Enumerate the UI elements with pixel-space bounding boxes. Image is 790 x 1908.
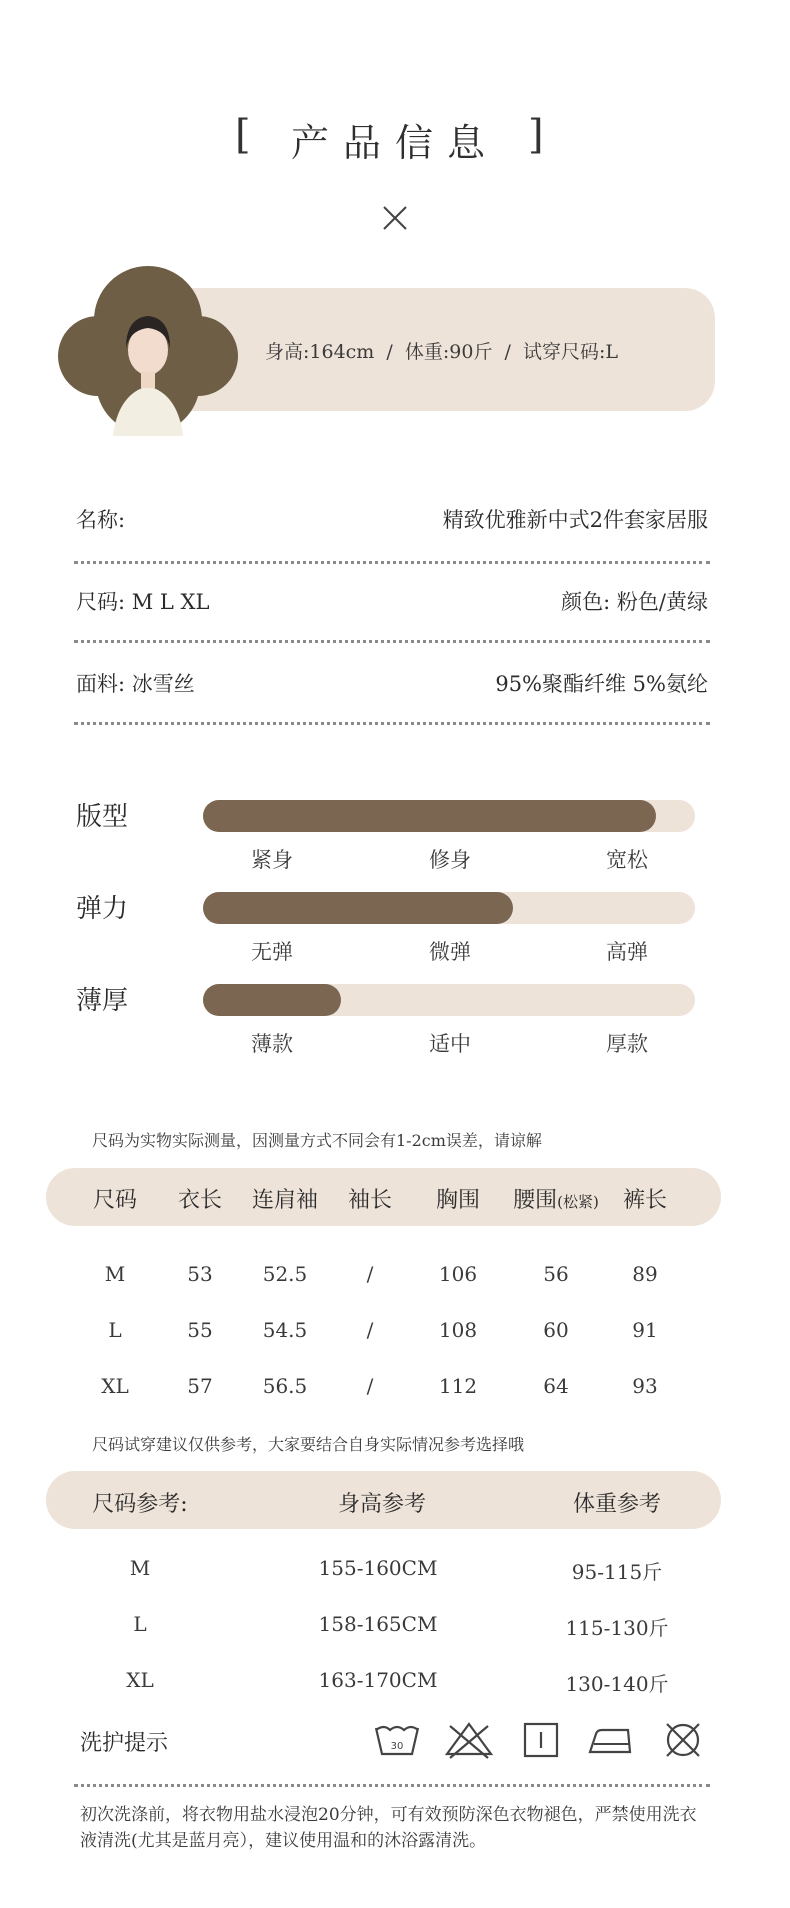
reference-table-cell: 158-165CM: [318, 1612, 438, 1636]
dotted-divider: [74, 640, 710, 643]
size-table-cell: 56: [543, 1262, 569, 1286]
reference-table-cell: 155-160CM: [318, 1556, 438, 1580]
attribute-tick-label: 薄款: [251, 1032, 293, 1056]
right-bracket: ]: [528, 112, 544, 158]
attribute-scale-track: [203, 800, 695, 832]
size-table-cell: 57: [187, 1374, 213, 1398]
dotted-divider: [74, 722, 710, 725]
size-table-cell: 108: [438, 1318, 478, 1342]
size-table-cell: 53: [187, 1262, 213, 1286]
size-table-column-header: [436, 1183, 480, 1214]
reference-table-column-header: 尺码参考:: [92, 1492, 188, 1517]
size-table-cell: 93: [632, 1374, 658, 1398]
size-table-column-header-text: 衣长: [177, 1188, 223, 1213]
iron-low-icon: [586, 1720, 636, 1760]
size-table-cell: 60: [543, 1318, 569, 1342]
attribute-tick-label: 宽松: [606, 848, 648, 872]
reference-table-cell: L: [133, 1612, 147, 1636]
line-dry-icon: [516, 1720, 566, 1760]
size-table-cell: 54.5: [262, 1318, 308, 1342]
wash-temp-label: 30: [390, 1741, 404, 1752]
size-table-cell: /: [366, 1262, 374, 1286]
info-row-fabric: [76, 668, 708, 698]
size-table-column-header: [178, 1183, 222, 1214]
dotted-divider: [74, 1784, 710, 1787]
care-instructions: 初次洗涤前，将衣物用盐水浸泡20分钟，可有效预防深色衣物褪色，严禁使用洗衣液清洗(尤其是蓝月亮），建议使用温和的沐浴露清洗。: [80, 1805, 697, 1851]
info-fabric: 面料: 冰雪丝: [76, 672, 195, 696]
reference-table-cell: M: [129, 1556, 151, 1580]
size-table-column-header-text: 袖长: [347, 1188, 393, 1213]
info-row-name: [76, 504, 708, 534]
reference-table-column-header: 身高参考: [337, 1492, 427, 1517]
size-table-cell: 89: [632, 1262, 658, 1286]
size-table-cell: L: [108, 1318, 122, 1342]
attribute-tick-label: 无弹: [251, 940, 293, 964]
reference-table-cell: 130-140斤: [565, 1672, 669, 1696]
model-measurements: 身高:164cm / 体重:90斤 / 试穿尺码:L: [265, 341, 619, 363]
info-composition: 95%聚酯纤维 5%氨纶: [495, 672, 708, 696]
attribute-tick-label: 修身: [429, 848, 471, 872]
info-label-name: 名称:: [76, 508, 126, 532]
size-table-cell: 52.5: [262, 1262, 308, 1286]
no-dry-clean-icon: [658, 1720, 708, 1760]
size-table-cell: /: [366, 1318, 374, 1342]
attribute-tick-label: 微弹: [429, 940, 471, 964]
dotted-divider: [74, 561, 710, 564]
size-table-column-header-text: 连肩袖: [251, 1188, 319, 1213]
page-title-text: 产品信息: [290, 121, 499, 165]
size-table-cell: M: [104, 1262, 126, 1286]
reference-note: 尺码试穿建议仅供参考，大家要结合自身实际情况参考选择哦: [92, 1435, 525, 1454]
left-bracket: [: [235, 112, 251, 158]
reference-table-cell: XL: [126, 1668, 154, 1692]
info-value-name: 精致优雅新中式2件套家居服: [442, 508, 708, 532]
reference-table-column-header: 体重参考: [572, 1492, 662, 1517]
attribute-tick-label: 紧身: [251, 848, 293, 872]
size-table-cell: 106: [438, 1262, 478, 1286]
size-table-column-header-text: 腰围: [513, 1188, 558, 1213]
size-table-cell: 112: [438, 1374, 478, 1398]
size-table-column-header: [252, 1183, 318, 1214]
attribute-scale-fill: [203, 892, 513, 924]
cross-icon: [381, 204, 409, 232]
attribute-tick-label: 厚款: [606, 1032, 648, 1056]
attribute-tick-label: 高弹: [606, 940, 648, 964]
size-table-column-header-text: 裤长: [622, 1188, 668, 1213]
reference-table-cell: 115-130斤: [565, 1616, 669, 1640]
size-table-cell: XL: [101, 1374, 129, 1398]
reference-table-cell: 163-170CM: [318, 1668, 438, 1692]
size-table-cell: 64: [543, 1374, 569, 1398]
size-table-column-header: [623, 1183, 667, 1214]
size-table-column-header: [93, 1183, 137, 1214]
attribute-label: 薄厚: [76, 986, 129, 1016]
no-bleach-icon: [444, 1720, 494, 1760]
attribute-scale-fill: [203, 984, 341, 1016]
attribute-tick-label: 适中: [429, 1032, 471, 1056]
size-table-column-header: [513, 1183, 599, 1214]
model-avatar: [58, 264, 238, 436]
waist-suffix: (松紧): [557, 1193, 599, 1211]
size-table-column-header-text: 尺码: [92, 1188, 138, 1213]
size-note: 尺码为实物实际测量，因测量方式不同会有1-2cm误差，请谅解: [92, 1131, 542, 1150]
page-title: [0, 112, 790, 167]
info-sizes: 尺码: M L XL: [76, 590, 210, 614]
attribute-scale-track: [203, 984, 695, 1016]
attribute-scale-track: [203, 892, 695, 924]
care-title: 洗护提示: [80, 1731, 169, 1756]
attribute-label: 弹力: [76, 894, 129, 924]
reference-table-cell: 95-115斤: [571, 1560, 663, 1584]
size-table-cell: 56.5: [262, 1374, 308, 1398]
wash-30-icon: [372, 1720, 422, 1760]
info-colors: 颜色: 粉色/黄绿: [561, 590, 708, 614]
size-table-cell: 91: [632, 1318, 658, 1342]
attribute-scale-fill: [203, 800, 656, 832]
info-row-size-color: [76, 586, 708, 616]
size-table-column-header: [348, 1183, 392, 1214]
size-table-cell: 55: [187, 1318, 213, 1342]
attribute-label: 版型: [76, 802, 129, 832]
size-table-column-header-text: 胸围: [435, 1188, 481, 1213]
size-table-cell: /: [366, 1374, 374, 1398]
